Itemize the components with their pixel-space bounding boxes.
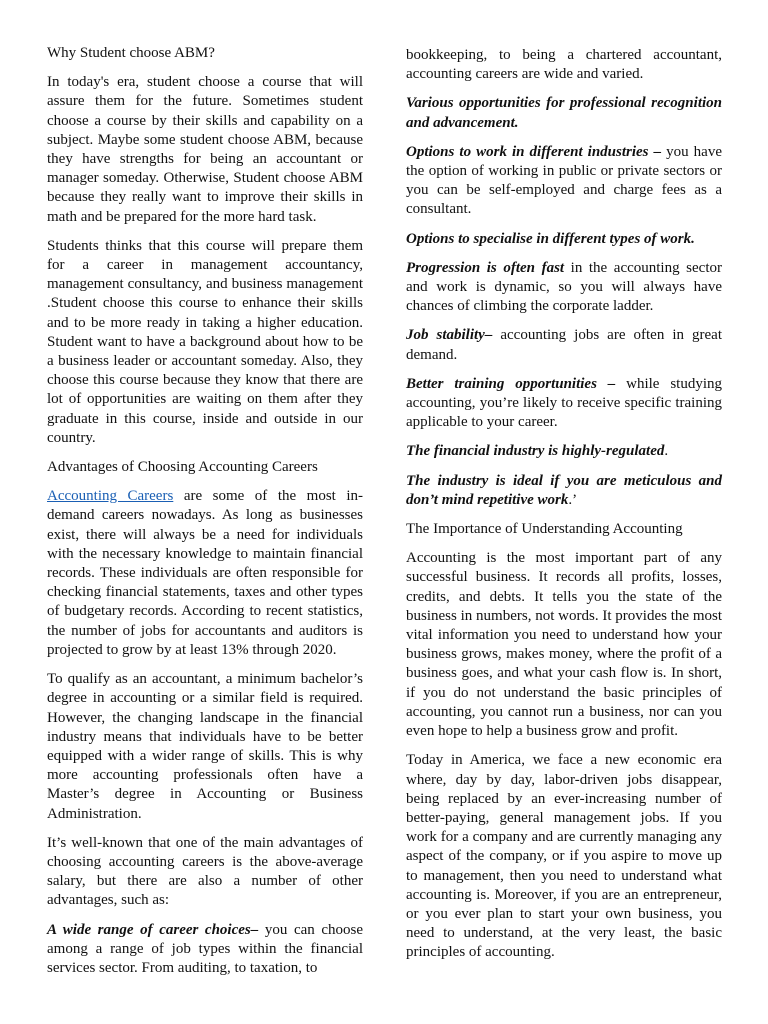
left-column — [47, 44, 363, 988]
paragraph-text: Accounting is the most important part of any successful business. It records all profits, losses, credits, and debts. It tells you the state of the business in numbers, not words. It provides the most vital information you need to understand how your business grows, makes money, where the profit of a business goes, and what your cash flow is. In short, if you do not understand the basic principles of accounting, you cannot run a business, nor can you even hope to help a business grow and profit. — [406, 550, 722, 740]
paragraph-text: It’s well-known that one of the main advantages of choosing accounting careers is the above-average salary, but there are also a number of other advantages, such as: — [47, 834, 363, 909]
paragraph-text: . — [664, 443, 669, 460]
body-paragraph — [47, 670, 363, 824]
paragraph-text: .’ — [568, 491, 578, 508]
body-paragraph — [47, 487, 363, 660]
body-paragraph — [406, 143, 722, 220]
section-heading: Advantages of Choosing Accounting Careers — [47, 459, 318, 476]
paragraph-text: are some of the most in-demand careers nowadays. As long as businesses exist, there will always be a need for individuals with the necessary knowledge to maintain financial records. These individuals are often responsible for checking financial statements, taxes and other types of budgetary records. According to recent statistics, the number of jobs for accountants and auditors is projected to grow by at least 13% through 2020. — [47, 488, 363, 658]
body-paragraph — [406, 375, 722, 433]
body-paragraph — [406, 442, 722, 461]
right-column — [406, 46, 722, 973]
bold-italic-lead: A wide range of career choices– — [47, 921, 259, 938]
bold-italic-lead: The industry is ideal if you are meticulous and don’t mind repetitive work — [406, 472, 722, 508]
paragraph-text: Students thinks that this course will prepare them for a career in management accountancy, management consultancy, and business management .Student choose this course to enhance their skills and to be more ready in taking a higher education. Student want to have a background about how to be a business leader or accountant someday. Also, they choose this course because they know that there are lot of opportunities are waiting on them after they graduate in this course, inside and outside in our country. — [47, 237, 363, 446]
body-paragraph — [406, 751, 722, 962]
bold-italic-lead: Options to specialise in different types of work. — [406, 230, 695, 247]
body-paragraph — [406, 472, 722, 510]
paragraph-text: you can choose among a range of job types within the financial services sector. From auditing, to taxation, to — [47, 921, 364, 976]
paragraph-text: while studying accounting, you’re likely to receive specific training applicable to your career. — [406, 375, 722, 431]
body-paragraph — [47, 73, 363, 227]
bold-italic-lead: Better training opportunities – — [406, 375, 616, 392]
paragraph-text: bookkeeping, to being a chartered accountant, accounting careers are wide and varied. — [406, 47, 722, 83]
body-paragraph — [47, 921, 363, 979]
paragraph-text: accounting jobs are often in great demand. — [406, 327, 722, 363]
bold-italic-lead: Options to work in different industries – — [406, 143, 662, 160]
body-paragraph — [47, 237, 363, 448]
bold-italic-lead: Various opportunities for professional recognition and advancement. — [406, 95, 722, 131]
section-heading: The Importance of Understanding Accounting — [406, 521, 683, 538]
paragraph-text: In today's era, student choose a course that will assure them for the future. Sometimes student choose a course by their skills and capability on a subject. Maybe some student choose ABM, because they have strengths for being an accountant or manager someday. Otherwise, Student choose ABM because they really want to improve their skills in math and be prepared for the more hard task. — [47, 74, 363, 225]
paragraph-text: you have the option of working in public or private sectors or you can be self-employed and charge fees as a consultant. — [406, 143, 722, 218]
paragraph-text: in the accounting sector and work is dynamic, so you will always have chances of climbing the corporate ladder. — [406, 259, 722, 315]
paragraph-text: Today in America, we face a new economic era where, day by day, labor-driven jobs disappear, being replaced by an ever-increasing number of better-paying, general management jobs. If you work for a company and are currently managing any aspect of the company, or if you aspire to move up to management, then you need to understand what accounting is. Moreover, if you are an entrepreneur, or you ever plan to start your own business, you need to understand, at the very least, the basic principles of accounting. — [406, 752, 722, 961]
body-paragraph — [406, 46, 722, 84]
bold-italic-lead: Job stability– — [406, 327, 493, 344]
body-paragraph — [406, 94, 722, 132]
body-paragraph — [406, 259, 722, 317]
body-paragraph — [406, 549, 722, 741]
accounting-careers-link[interactable]: Accounting Careers — [47, 488, 174, 505]
bold-italic-lead: Progression is often fast — [406, 259, 565, 276]
body-paragraph — [406, 326, 722, 364]
paragraph-text: To qualify as an accountant, a minimum bachelor’s degree in accounting or a similar field is required. However, the changing landscape in the financial industry means that individuals have to be better equipped with a wider range of skills. This is why more accounting professionals often have a Master’s degree in Accounting or Business Administration. — [47, 671, 363, 822]
bold-italic-lead: The financial industry is highly-regulated — [406, 443, 665, 460]
body-paragraph — [47, 834, 363, 911]
section-heading: Why Student choose ABM? — [47, 45, 215, 61]
body-paragraph — [406, 230, 722, 249]
